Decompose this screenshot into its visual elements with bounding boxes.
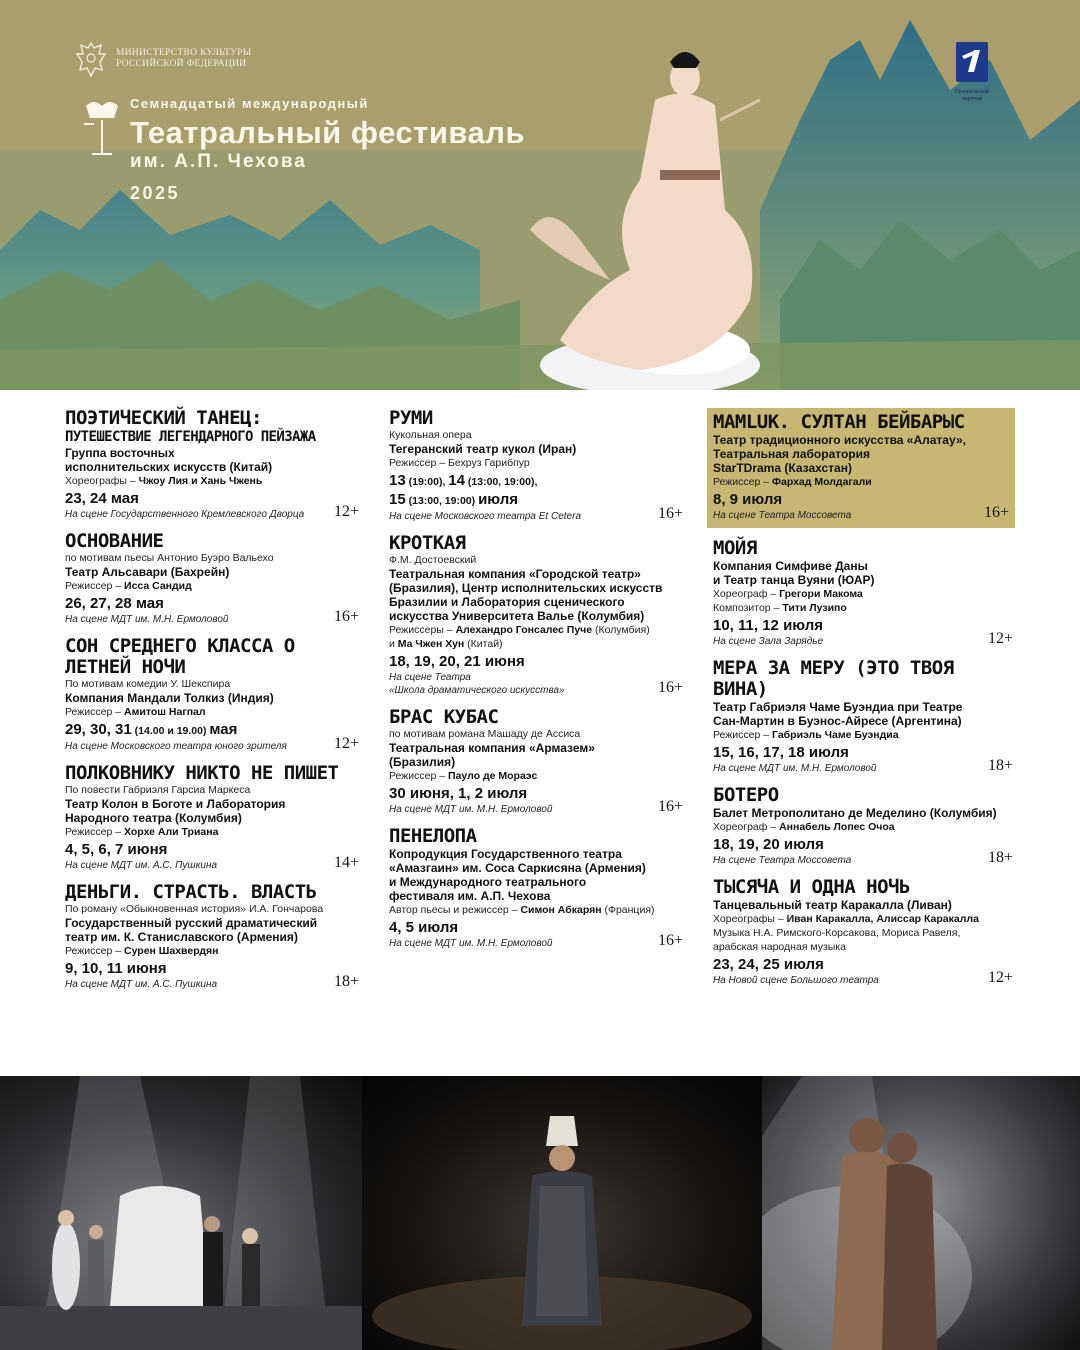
event-dates-main: 4, 5, 6, 7 июня (65, 841, 168, 858)
schedule-column-1 (65, 408, 365, 1001)
event-venue: На сцене МДТ им. А.С. Пушкина (65, 860, 218, 871)
credit-role: Музыка Н.А. Римского-Корсакова, Мориса Равеля, (713, 927, 961, 939)
festival-title-block (130, 96, 525, 204)
dancer-figure-image (520, 40, 780, 380)
event-venue: На сцене Театра Моссовета (713, 510, 852, 521)
credit-role: Режиссер – (65, 945, 122, 957)
event-venue: На Новой сцене Большого театра (713, 975, 879, 986)
ministry-line-1: МИНИСТЕРСТВО КУЛЬТУРЫ (116, 48, 252, 58)
festival-subtitle: Семнадцатый международный (130, 96, 369, 111)
event-company: (Бразилия), Центр исполнительских искусств (389, 581, 663, 595)
age-rating: 12+ (987, 630, 1013, 647)
event-source-note: По роману «Обыкновенная история» И.А. Гончарова (65, 903, 324, 915)
event-dates (389, 653, 689, 671)
credit-role: Хореограф – (713, 821, 777, 833)
age-rating: 18+ (987, 849, 1013, 866)
credit-name: Сурен Шахвердян (124, 945, 219, 957)
event-title: КРОТКАЯ (389, 532, 466, 554)
partner-label (954, 89, 990, 103)
credit-country: (Франция) (601, 904, 655, 916)
event-title: РУМИ (389, 407, 433, 429)
event-dates (713, 956, 1019, 974)
event-dates-extra: 14 (448, 472, 465, 489)
event-company: Бразилии и Лаборатория сценического (389, 595, 625, 609)
festival-mask-icon (80, 98, 124, 158)
event-dates (389, 785, 689, 803)
channel-one-icon (956, 42, 988, 82)
festival-year: 2025 (130, 183, 181, 203)
event-company: Театр Габриэля Чаме Буэндиа при Театре (713, 700, 963, 714)
event-dates (713, 491, 1009, 509)
festival-banner (0, 0, 1080, 390)
event-dates-extra: мая (209, 721, 238, 738)
event-credit (389, 769, 689, 783)
stage-photo-2 (362, 1076, 762, 1350)
event-title: ТЫСЯЧА И ОДНА НОЧЬ (713, 876, 910, 898)
event-dates-main: 4, 5 июля (389, 919, 459, 936)
event-dates-main: 15, 16, 17, 18 июля (713, 744, 849, 761)
event-venue: «Школа драматического искусства» (389, 685, 565, 696)
event-dates-main: 23, 24, 25 июля (713, 956, 824, 973)
event-credit (713, 587, 1019, 601)
event-dates-extra: июля (478, 491, 519, 508)
credit-role: Хореографы – (713, 913, 784, 925)
event-source-note: Кукольная опера (389, 429, 472, 441)
event-dates (713, 617, 1019, 635)
credit-name: Грегори Макома (779, 588, 863, 600)
stage-photo-3-image (762, 1076, 1080, 1350)
age-rating: 14+ (333, 854, 359, 871)
event-dates (65, 960, 365, 978)
stage-photo-1-image (0, 1076, 362, 1350)
event-company: исполнительских искусств (Китай) (65, 460, 273, 474)
event-company: фестиваля им. А.П. Чехова (389, 889, 551, 903)
event-title: СОН СРЕДНЕГО КЛАССА О ЛЕТНЕЙ НОЧИ (65, 635, 295, 678)
event-company: театр им. К. Станиславского (Армения) (65, 930, 298, 944)
partner-label-line-1: Генеральный (954, 89, 990, 95)
event-credit (713, 601, 1019, 615)
event-venue: На сцене МДТ им. М.Н. Ермоловой (65, 614, 229, 625)
event-dates (65, 721, 365, 740)
age-rating: 12+ (333, 503, 359, 520)
event-card (389, 533, 689, 697)
eagle-emblem-icon (74, 40, 108, 78)
event-title: ОСНОВАНИЕ (65, 530, 164, 552)
credit-name: Амитош Нагпал (124, 706, 206, 718)
ministry-line-2: РОССИЙСКОЙ ФЕДЕРАЦИИ (116, 59, 247, 69)
age-rating: 12+ (333, 735, 359, 752)
event-company: Группа восточных (65, 446, 175, 460)
credit-role: Композитор – (713, 602, 780, 614)
event-company: «Амазгаин» им. Соса Саркисяна (Армения) (389, 861, 646, 875)
event-source-note: По мотивам комедии У. Шекспира (65, 678, 231, 690)
credit-name: Иван Каракалла, Алиссар Каракалла (786, 913, 979, 925)
event-dates-main: 9, 10, 11 июня (65, 960, 167, 977)
event-credit (65, 705, 365, 719)
credit-role: Режиссер – (713, 729, 770, 741)
credit-role: Хореографы – (65, 475, 136, 487)
event-card (713, 785, 1019, 867)
event-credit (713, 820, 1019, 834)
event-credit (713, 728, 1019, 742)
event-dates (389, 919, 689, 937)
credit-role: Режиссер – (65, 826, 122, 838)
credit-name: Фархад Молдагали (772, 476, 872, 488)
event-card (707, 408, 1015, 528)
event-dates (65, 490, 365, 508)
event-dates (713, 836, 1019, 854)
event-dates (713, 744, 1019, 762)
event-dates (389, 491, 689, 510)
event-title: МОЙЯ (713, 537, 757, 559)
event-credit (65, 474, 365, 488)
event-venue: На сцене Московского театра Et Cetera (389, 511, 582, 522)
event-venue: На сцене Московского театра юного зрителя (65, 741, 287, 752)
festival-title: Театральный фестиваль (130, 115, 526, 150)
event-venue: На сцене МДТ им. М.Н. Ермоловой (389, 804, 553, 815)
credit-name: Ма Чжен Хун (397, 638, 465, 650)
event-venue: На сцене Зала Зарядье (713, 636, 824, 647)
event-dates-main: 18, 19, 20, 21 июня (389, 653, 525, 670)
credit-name: Тити Лузипо (782, 602, 847, 614)
credit-name: Исса Сандид (124, 580, 192, 592)
credit-role: Хореограф – (713, 588, 777, 600)
event-dates-main: 26, 27, 28 мая (65, 595, 164, 612)
credit-name: Аннабель Лопес Очоа (779, 821, 895, 833)
event-venue: На сцене Театра (389, 672, 471, 683)
event-company: искусства Университета Валье (Колумбия) (389, 609, 645, 623)
event-source-note: по мотивам пьесы Антонио Буэро Вальехо (65, 552, 274, 564)
event-card (65, 882, 365, 991)
event-dates (65, 595, 365, 613)
credit-role: Режиссер – (65, 580, 122, 592)
event-card (65, 636, 365, 753)
age-rating: 16+ (983, 504, 1009, 521)
ministry-logo (74, 40, 251, 78)
event-title: ПОЛКОВНИКУ НИКТО НЕ ПИШЕТ (65, 762, 339, 784)
event-venue: На сцене МДТ им. М.Н. Ермоловой (713, 763, 877, 774)
event-time: (19:00), (405, 476, 449, 488)
event-venue: На сцене МДТ им. М.Н. Ермоловой (389, 938, 553, 949)
event-credit (389, 637, 689, 651)
event-credit (65, 579, 365, 593)
credit-name: Габриэль Чаме Буэндиа (772, 729, 899, 741)
event-dates-main: 13 (389, 472, 406, 489)
event-dates-main: 15 (389, 491, 406, 508)
event-company: Тегеранский театр кукол (Иран) (389, 442, 577, 456)
event-company: Театральная лаборатория (713, 447, 871, 461)
event-credit (713, 912, 1019, 926)
event-credit (389, 456, 689, 470)
event-venue: На сцене Театра Моссовета (713, 855, 852, 866)
event-company: и Театр танца Вуяни (ЮАР) (713, 573, 875, 587)
event-company: Сан-Мартин в Буэнос-Айресе (Аргентина) (713, 714, 962, 728)
ministry-name (116, 48, 251, 70)
photo-strip (0, 1076, 1080, 1350)
event-card (65, 531, 365, 626)
event-credit (389, 903, 689, 917)
schedule-column-3 (713, 408, 1019, 997)
event-credit (713, 940, 1019, 954)
event-venue: На сцене Государственного Кремлевского Дворца (65, 509, 305, 520)
event-time: (13:00, 19:00) (405, 495, 479, 507)
event-company: Компания Мандали Толкиз (Индия) (65, 691, 274, 705)
event-credit (65, 825, 365, 839)
event-title: ПЕНЕЛОПА (389, 825, 477, 847)
event-company: (Бразилия) (389, 755, 456, 769)
credit-role: и (389, 638, 395, 650)
event-card (65, 763, 365, 872)
festival-name: им. А.П. Чехова (130, 151, 307, 172)
event-credit (389, 623, 689, 637)
credit-country: (Китай) (464, 638, 503, 650)
event-credit (713, 475, 1009, 489)
event-card (389, 707, 689, 816)
event-dates (65, 841, 365, 859)
event-company: Театр Колон в Боготе и Лаборатория (65, 797, 286, 811)
credit-name: Хорхе Али Триана (124, 826, 219, 838)
event-company: Театр Альсавари (Бахрейн) (65, 565, 230, 579)
age-rating: 16+ (657, 679, 683, 696)
event-card (389, 826, 689, 950)
age-rating: 18+ (333, 973, 359, 990)
credit-role: Режиссер – (713, 476, 770, 488)
event-card (713, 538, 1019, 648)
event-dates (389, 472, 689, 491)
age-rating: 16+ (657, 505, 683, 522)
event-card (389, 408, 689, 523)
event-source-note: По повести Габриэля Гарсиа Маркеса (65, 784, 251, 796)
schedule-column-2 (389, 408, 689, 960)
event-company: Балет Метрополитано де Меделино (Колумбия) (713, 806, 997, 820)
event-dates-main: 10, 11, 12 июля (713, 617, 824, 634)
stage-photo-2-image (362, 1076, 762, 1350)
event-source-note: по мотивам романа Машаду де Ассиса (389, 728, 581, 740)
credit-role: Режиссеры – (389, 624, 453, 636)
event-title: ДЕНЬГИ. СТРАСТЬ. ВЛАСТЬ (65, 881, 317, 903)
event-source-note: Ф.М. Достоевский (389, 554, 477, 566)
event-dates-main: 30 июня, 1, 2 июля (389, 785, 528, 802)
stage-photo-3 (762, 1076, 1080, 1350)
event-company: Театральная компания «Городской театр» (389, 567, 641, 581)
event-title: МЕРА ЗА МЕРУ (ЭТО ТВОЯ ВИНА) (713, 657, 954, 700)
event-dates-main: 8, 9 июля (713, 491, 783, 508)
event-company: StarTDrama (Казахстан) (713, 461, 852, 475)
credit-name: Алехандро Гонсалес Пуче (455, 624, 593, 636)
event-title: БОТЕРО (713, 784, 779, 806)
event-card (65, 408, 365, 521)
event-company: Театральная компания «Армазем» (389, 741, 595, 755)
event-title: БРАС КУБАС (389, 706, 499, 728)
event-title: MAMLUK. СУЛТАН БЕЙБАРЫС (713, 411, 965, 433)
credit-name: Пауло де Мораэс (448, 770, 538, 782)
credit-country: (Колумбия) (592, 624, 650, 636)
credit-role: Автор пьесы и режиссер – (389, 904, 518, 916)
age-rating: 18+ (987, 757, 1013, 774)
age-rating: 16+ (333, 608, 359, 625)
partner-logo (954, 42, 990, 103)
event-card (713, 658, 1019, 775)
age-rating: 16+ (657, 798, 683, 815)
event-company: Компания Симфиве Даны (713, 559, 868, 573)
credit-role: Режиссер – Бехруз Гарибпур (389, 457, 530, 469)
event-venue: На сцене МДТ им. А.С. Пушкина (65, 979, 218, 990)
event-card (713, 877, 1019, 987)
event-company: и Международного театрального (389, 875, 587, 889)
event-company: Театр традиционного искусства «Алатау», (713, 433, 966, 447)
event-dates-main: 29, 30, 31 (65, 721, 132, 738)
event-company: Государственный русский драматический (65, 916, 318, 930)
credit-name: Симон Абкарян (520, 904, 602, 916)
credit-role: Режиссер – (65, 706, 122, 718)
event-dates-main: 18, 19, 20 июля (713, 836, 824, 853)
partner-label-line-2: партнер (961, 96, 983, 102)
event-dates-main: 23, 24 мая (65, 490, 139, 507)
event-time: (13:00, 19:00), (464, 476, 538, 488)
event-company: Копродукция Государственного театра (389, 847, 622, 861)
age-rating: 12+ (987, 969, 1013, 986)
credit-name: Чжоу Лия и Хань Чжень (138, 475, 263, 487)
event-time: (14.00 и 19.00) (131, 725, 210, 737)
credit-role: Режиссер – (389, 770, 446, 782)
event-credit (65, 944, 365, 958)
event-subtitle: ПУТЕШЕСТВИЕ ЛЕГЕНДАРНОГО ПЕЙЗАЖА (65, 429, 316, 445)
stage-photo-1 (0, 1076, 362, 1350)
event-title: ПОЭТИЧЕСКИЙ ТАНЕЦ: (65, 407, 262, 429)
event-company: Народного театра (Колумбия) (65, 811, 242, 825)
event-company: Танцевальный театр Каракалла (Ливан) (713, 898, 952, 912)
event-credit (713, 926, 1019, 940)
credit-role: арабская народная музыка (713, 941, 846, 953)
age-rating: 16+ (657, 932, 683, 949)
